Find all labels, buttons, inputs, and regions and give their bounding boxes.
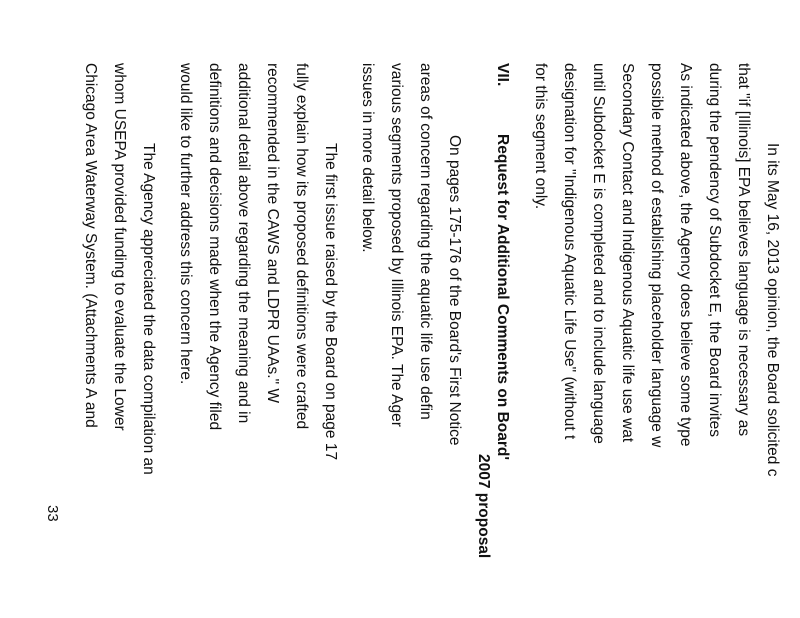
text-line: recommended in the CAWS and LDPR UAAs." W: [264, 63, 281, 404]
text-line: would like to further address this concern here.: [177, 63, 194, 385]
text-line: As indicated above, the Agency does believe some type: [677, 63, 694, 447]
text-line: issues in more detail below.: [359, 63, 376, 253]
text-line: designation for "Indigenous Aquatic Life Use" (without t: [561, 63, 578, 440]
text-line: The first issue raised by the Board on page 17: [322, 143, 339, 461]
text-line: for this segment only.: [532, 63, 549, 210]
text-line: In its May 16, 2013 opinion, the Board solicited c: [764, 143, 781, 477]
text-line: On pages 175-176 of the Board's First Notice: [446, 135, 463, 446]
text-line: until Subdocket E is completed and to include language: [590, 63, 607, 444]
text-line: that "if [Illinois] EPA believes language is necessary as: [735, 63, 752, 437]
text-line: various segments proposed by Illinois EPA. The Ager: [388, 63, 405, 427]
section-heading: Request for Additional Comments on Board': [494, 134, 511, 461]
section-number: VII.: [494, 63, 511, 87]
text-line: The Agency appreciated the data compilation an: [140, 143, 157, 475]
text-line: possible method of establishing placeholder language w: [648, 63, 665, 448]
text-line: during the pendency of Subdocket E, the Board invites: [706, 63, 723, 437]
text-line: Secondary Contact and Indigenous Aquatic life use wat: [619, 63, 636, 443]
text-line: additional detail above regarding the meaning and in: [235, 63, 252, 424]
text-line: definitions and decisions made when the Agency filed: [206, 63, 223, 431]
page-number: 33: [44, 505, 61, 522]
text-line: areas of concern regarding the aquatic life use defin: [417, 63, 434, 420]
text-line: whom USEPA provided funding to evaluate the Lower: [111, 63, 128, 431]
text-line: Chicago Area Waterway System. (Attachments A and: [82, 63, 99, 428]
section-heading-continued: 2007 proposal: [475, 454, 492, 559]
text-line: fully explain how its proposed definitions were crafted: [293, 63, 310, 430]
